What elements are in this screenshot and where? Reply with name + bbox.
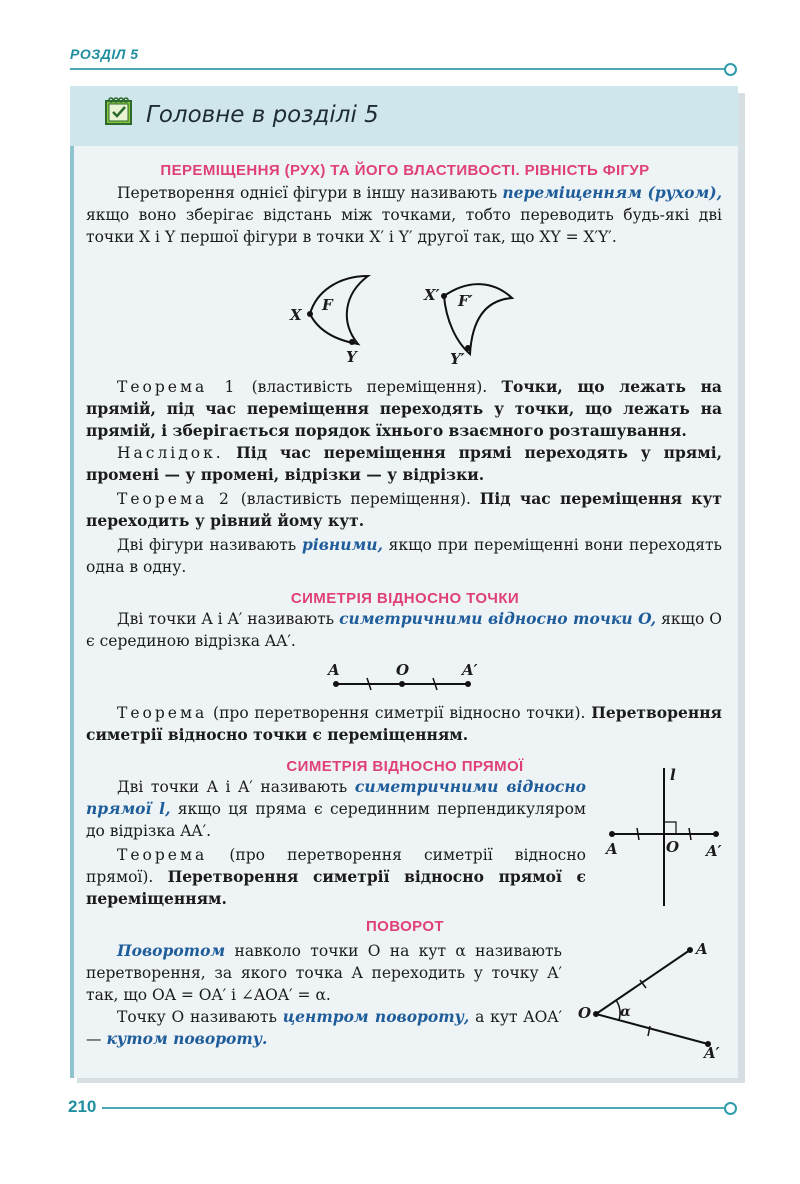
label-alpha: α [620, 1004, 631, 1020]
theorem-2 [86, 488, 722, 532]
line-sym-thm-note: (про перетворення симетрії відносно прямої). [86, 846, 586, 886]
rotation-def-part2: Точку O називають [117, 1008, 277, 1026]
point-sym-thm-text: Перетворення симетрії відносно точки є переміщенням. [86, 703, 722, 744]
label-o: O [578, 1004, 592, 1022]
label-l: l [670, 766, 676, 784]
theorem-1 [86, 376, 722, 442]
point-a [687, 947, 693, 953]
theorem-1-text: Точки, що лежать на прямій, під час переміщення переходять у точки, що лежать на прямій, і зберігається порядок їхнього взаємного розташування. [86, 377, 722, 440]
line-sym-thm-label: Теорема [117, 846, 208, 864]
theorem-1-note: (властивість переміщення). [251, 378, 488, 396]
line-sym-def-part1: Дві точки A і A′ називають [117, 778, 348, 796]
motion-def-part1: Перетворення однієї фігури в іншу називають [117, 184, 498, 202]
label-o: O [666, 838, 680, 856]
point-symmetry-theorem [86, 702, 722, 746]
equal-def-part1: Дві фігури називають [117, 536, 297, 554]
point-x [307, 311, 313, 317]
rotation-center-definition [86, 1006, 562, 1050]
equal-def-part2: якщо при переміщенні вони переходять одна в одну. [86, 536, 722, 576]
line-symmetry-theorem [86, 844, 586, 910]
theorem-2-note: (властивість переміщення). [240, 490, 471, 508]
bottom-rule-dot [724, 1102, 737, 1115]
point-symmetry-figure [320, 660, 490, 696]
motion-def-part2: якщо воно зберігає відстань між точками, тобто переводить будь-які дві точки X і Y першої фігури в точки X′ і Y′ другої так, що XY = X′Y′. [86, 206, 722, 246]
rotation-figure [572, 936, 732, 1062]
label-a2: A′ [704, 1044, 720, 1062]
rotation-definition [86, 940, 562, 1006]
top-rule-dot [724, 63, 737, 76]
point-y [349, 339, 355, 345]
label-x: X [290, 306, 302, 324]
point-sym-def-part1: Дві точки A і A′ називають [117, 610, 335, 628]
panel-left-strip [70, 146, 74, 1078]
label-y2: Y′ [450, 350, 465, 368]
checklist-notepad-icon [104, 96, 134, 126]
label-a: A [328, 661, 340, 679]
figure-f-shape [310, 276, 368, 344]
motion-heading: ПЕРЕМІЩЕННЯ (РУХ) ТА ЙОГО ВЛАСТИВОСТІ. РІВНІСТЬ ФІГУР [160, 162, 650, 179]
rotation-def-term: Поворотом [117, 941, 226, 960]
corollary-label: Наслідок. [117, 444, 224, 462]
top-rule [70, 68, 726, 70]
label-a: A [696, 940, 708, 958]
point-a [333, 681, 339, 687]
label-f: F [322, 296, 333, 314]
point-x2 [441, 293, 447, 299]
line-sym-def-term: симетричними відносно прямої l, [86, 777, 586, 818]
label-o: O [396, 661, 410, 679]
corollary [86, 442, 722, 486]
label-a2: A′ [706, 842, 722, 860]
point-o [399, 681, 405, 687]
figure-f2-shape [444, 284, 512, 354]
motion-figure [280, 272, 540, 372]
point-symmetry-definition [86, 608, 722, 652]
line-symmetry-definition [86, 776, 586, 842]
label-x2: X′ [424, 286, 440, 304]
equal-def-term: рівними, [301, 535, 383, 554]
theorem-2-label: Теорема 2 [117, 490, 232, 508]
point-sym-thm-note: (про перетворення симетрії відносно точки). [213, 704, 586, 722]
motion-definition [86, 182, 722, 248]
label-a: A [606, 840, 618, 858]
line-sym-def-part2: якщо ця пряма є серединним перпендикуляром до відрізка AA′. [86, 800, 586, 840]
rotation-def-part3: а кут AOA′ — [86, 1008, 562, 1048]
theorem-2-text: Під час переміщення кут переходить у рівний йому кут. [86, 489, 723, 530]
theorem-1-label: Теорема 1 [117, 378, 238, 396]
point-sym-def-term: симетричними відносно точки O, [339, 609, 657, 628]
line-sym-thm-text: Перетворення симетрії відносно прямої є переміщенням. [86, 867, 586, 908]
point-sym-thm-label: Теорема [117, 704, 208, 722]
page-number: 210 [68, 1097, 97, 1116]
point-y2 [465, 345, 471, 351]
rotation-def-part1: навколо точки O на кут α називають перетворення, за якого точка A переходить у точку A′ так, що OA = OA′ і ∠AOA′ = α. [86, 942, 562, 1004]
label-y: Y [346, 348, 357, 366]
point-a2 [713, 831, 719, 837]
label-a2: A′ [462, 661, 478, 679]
rotation-heading: ПОВОРОТ [365, 918, 444, 935]
line-symmetry-heading: СИМЕТРІЯ ВІДНОСНО ПРЯМОЇ [286, 758, 524, 775]
point-o [593, 1011, 599, 1017]
panel-title: Головне в розділі 5 [146, 102, 379, 128]
line-symmetry-figure [598, 762, 732, 912]
equal-figures-definition [86, 534, 722, 578]
point-symmetry-heading: СИМЕТРІЯ ВІДНОСНО ТОЧКИ [290, 590, 520, 607]
bottom-rule [102, 1107, 724, 1109]
rotation-angle-term: кутом повороту. [106, 1029, 268, 1048]
point-a [609, 831, 615, 837]
motion-def-term: переміщенням (рухом), [502, 183, 722, 202]
label-f2: F′ [458, 292, 473, 310]
point-sym-def-part2: якщо O є серединою відрізка AA′. [86, 610, 722, 650]
point-a2 [465, 681, 471, 687]
section-label: РОЗДІЛ 5 [70, 46, 139, 62]
rotation-center-term: центром повороту, [282, 1007, 470, 1026]
corollary-text: Під час переміщення прямі переходять у прямі, промені — у промені, відрізки — у відрізки. [86, 443, 722, 484]
